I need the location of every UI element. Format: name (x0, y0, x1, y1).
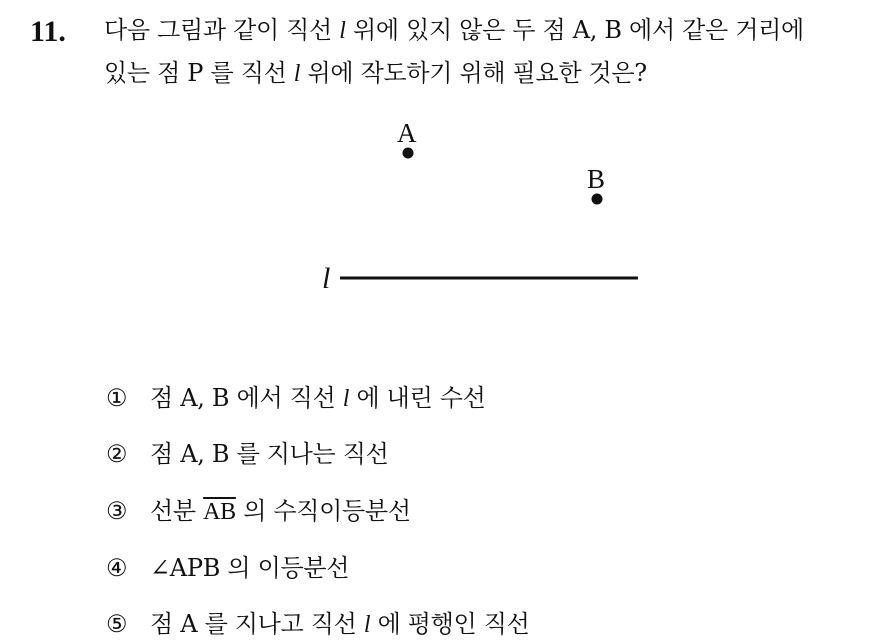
choice-2[interactable] (106, 437, 389, 471)
choice-1[interactable] (106, 381, 486, 416)
choice-text: 점 A, B 에서 직선 (150, 384, 343, 412)
point-b-label: B (587, 164, 606, 194)
question-text-part: 위에 있지 않은 두 점 A, B 에서 같은 거리에 (345, 16, 804, 44)
choice-text: ∠APB 의 이등분선 (150, 554, 350, 582)
point-a (403, 148, 414, 159)
question-text-line-1 (104, 12, 804, 49)
choice-3[interactable] (106, 494, 411, 529)
line-variable: l (339, 18, 346, 44)
choice-number: ⑤ (106, 610, 128, 638)
choice-text: 점 A, B 를 지나는 직선 (150, 440, 389, 468)
question-text-part: 위에 작도하기 위해 필요한 것은? (300, 59, 647, 87)
segment-ab: $\overline{AB}$ (203, 499, 236, 525)
choice-text: 에 내린 수선 (349, 384, 486, 412)
line-variable: l (293, 61, 301, 87)
point-a-label: A (397, 118, 417, 148)
line-l-label: l (322, 262, 331, 295)
question-text-part: 있는 점 P 를 직선 (104, 59, 294, 87)
choice-number: ③ (106, 497, 128, 525)
question-text-part: 다음 그림과 같이 직선 (104, 16, 340, 44)
choice-text: 의 수직이등분선 (235, 497, 411, 525)
line-variable: l (342, 386, 350, 412)
choice-number: ① (106, 384, 128, 412)
choice-5[interactable] (106, 607, 530, 642)
choice-text: 점 A 를 지나고 직선 (150, 610, 364, 638)
choice-number: ② (106, 440, 128, 468)
choice-4[interactable] (106, 551, 349, 585)
choice-text: 에 평행인 직선 (370, 610, 530, 638)
line-variable: l (363, 612, 371, 638)
question-number: 11. (30, 15, 66, 48)
choice-text: 선분 (150, 497, 204, 525)
question-text-line-2 (104, 55, 647, 92)
choice-number: ④ (106, 554, 128, 582)
point-b (592, 194, 603, 205)
